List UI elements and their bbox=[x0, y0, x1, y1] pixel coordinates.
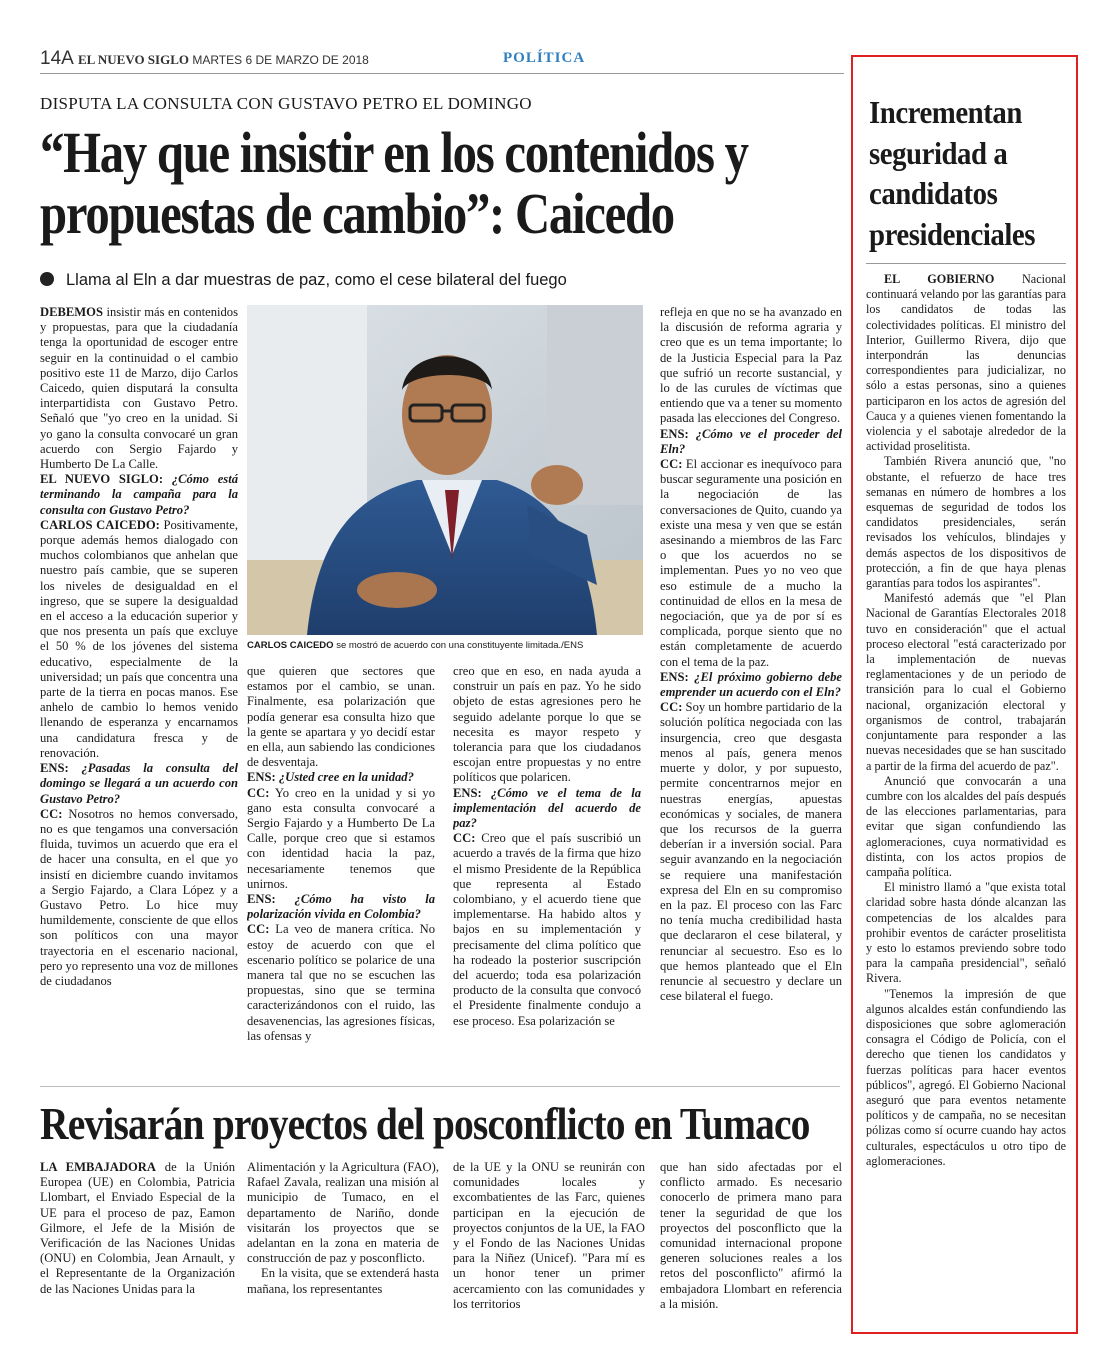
paragraph: DEBEMOS insistir más en contenidos y propuestas, para que la ciudadanía tenga la oportunidad de escoger entre seguir en la continuidad o el cambio positivo este 11 de Marzo, dijo Carlos Caicedo, quien disputará la consulta interpartidista con Gustavo Petro. Señaló que "yo creo en la unidad. Si yo gano la consulta convocaré un gran acuerdo con Sergio Fajardo y Humberto De La Calle. bbox=[40, 305, 238, 472]
question: ENS: ¿Cómo ve el proceder del Eln? bbox=[660, 426, 842, 456]
tumaco-column-1: LA EMBAJADORA de la Unión Europea (UE) en Colombia, Patricia Llombart, el Enviado Especial de la UE para el proceso de paz, Eamon Gilmore, el Jefe de la Misión de Verificación de las Naciones Unidas (ONU) en Colombia, Jean Arnault, y el Representante de la Organización de las Naciones Unidas para la bbox=[40, 1160, 235, 1296]
answer: CC: Creo que el país suscribió un acuerdo a través de la firma que hizo el mismo Presidente de la República que representa al Estado colombiano, y el acuerdo tiene que implementarse. Ha habido altos y bajos en su implementación y precisamente del clima político que ha rodeado la posterior suscripción del acuerdo; toda esa polarización producto de la consulta que convocó el Presidente finalmente condujo a ese proceso. Esa polarización se bbox=[453, 831, 641, 1028]
tumaco-column-3: de la UE y la ONU se reunirán con comunidades locales y excombatientes de las Farc, quienes participan en la ejecución de proyectos conjuntos de la UE, la FAO y el Fondo de las Naciones Unidas para la Niñez (Unicef). "Para mí es un honor tener un primer acercamiento con las comunidades y los territorios bbox=[453, 1160, 645, 1311]
answer: CC: Yo creo en la unidad y si yo gano esta consulta convocaré a Sergio Fajardo y a Humberto De La Calle, porque creo que si estamos con identidad hacia la paz, necesariamente tenemos que unirnos. bbox=[247, 785, 435, 891]
issue-date: MARTES 6 DE MARZO DE 2018 bbox=[192, 53, 369, 67]
main-column-4 bbox=[660, 305, 842, 1080]
main-column-2 bbox=[247, 664, 435, 1080]
masthead bbox=[78, 52, 369, 68]
main-headline: “Hay que insistir en los contenidos y propuestas de cambio”: Caicedo bbox=[40, 120, 748, 246]
page-header bbox=[40, 48, 840, 72]
sidebar-body: EL GOBIERNO Nacional continuará velando por las garantías para los candidatos de todas las colectividades políticas. El ministro del Interior, Guillermo Rivera, dijo que interpondrán las denuncias correspondientes para judicializar, no sólo a estas personas, sino a quienes participaron en los actos de agresión del Cauca y a quienes vienen fomentando la violencia y el sabotaje alrededor de la actividad proselitista. También Rivera anunció que, "no obstante, el refuerzo de hace tres semanas en número de hombres a los esquemas de seguridad de todos los candidatos presidenciales, serán revisados los vehículos, blindajes y demás aspectos de los dispositivos de protección, a fin de que haya plenas garantías para todos los aspirantes". Manifestó además que "el Plan Nacional de Garantías Electorales 2018 tuvo en consideración" que el actual proceso electoral "está caracterizado por la implementación de nuevas reglamentaciones y de un periodo de transición para lo cual el Gobierno nacional, organización electoral y organismos de control, trabajarán conjuntamente para responder a las nuevas necesidades que se han suscitado a partir de la firma del acuerdo de paz". Anunció que convocarán a una cumbre con los alcaldes del país después de las elecciones parlamentarias, para evitar que sigan confundiendo las aglomeraciones, cuya normatividad es distinta, con los actos propios de campaña política. El ministro llamó a "que exista total claridad sobre hasta dónde alcanzan las competencias de los alcaldes para prohibir eventos de carácter proselitista y esto lo estamos previendo sobre todo para la campaña presidencial", señaló Rivera. "Tenemos la impresión de que algunos alcaldes están confundiendo las disposiciones que sobre aglomeración consagra el Código de Policía, con el derecho que tienen los candidatos y fuerzas políticas para hacer eventos públicos", agregó. El Gobierno Nacional aseguró que para eventos netamente políticos y de campaña, no se necesitan pólizas como sí ocurre cuando hay actos culturales, espectáculos u otro tipo de aglomeraciones. bbox=[866, 272, 1066, 1168]
page-number: 14A bbox=[40, 48, 74, 69]
candidate-photo bbox=[247, 305, 643, 635]
section-label: POLÍTICA bbox=[503, 50, 586, 66]
main-column-1 bbox=[40, 305, 238, 1080]
answer: CC: La veo de manera crítica. No estoy de acuerdo con que el escenario político se polarice de una manera tal que no se escuchen las propuestas, sino que se termina caracterizándonos con el ruido, las desavenencias, las agresiones físicas, las ofensas y bbox=[247, 922, 435, 1043]
main-column-3 bbox=[453, 664, 641, 1080]
question: ENS: ¿Cómo ve el tema de la implementación del acuerdo de paz? bbox=[453, 785, 641, 831]
paragraph: refleja en que no se ha avanzado en la discusión de reforma agraria y creo que es un tema importante; lo de la Justicia Especial para la Paz que sufrió un recorte sustancial, y lo de las curules de víctimas que entiendo que va a tener su momento pasada las elecciones del Congreso. bbox=[660, 305, 842, 426]
sidebar-rule bbox=[866, 263, 1066, 264]
question: ENS: ¿Cómo ha visto la polarización vivida en Colombia? bbox=[247, 892, 435, 922]
answer: CC: Nosotros no hemos conversado, no es que tengamos una conversación fluida, tuvimos un acuerdo que era el de hacer una consulta, en el que yo insistí en diciembre cuando invitamos a Sergio Fajardo, a Clara López y a Gustavo Petro. Lo hice muy humildemente, consciente de que ellos son políticos con una mayor trayectoria en el escenario nacional, pero yo represento una voz de millones de ciudadanos bbox=[40, 806, 238, 988]
answer: CARLOS CAICEDO: Positivamente, porque además hemos dialogado con muchos colombianos que anhelan que nuestro país cambie, que se superen los niveles de desigualdad en el ingreso, que se supere la desigualdad en el acceso a la educación superior y que nos presenta un país que excluye el 50 % de los jóvenes del sistema educativo, especialmente de la universidad; un país que concentra una parte de la tierra en pocas manos. Ese anhelo de cambio lo hemos venido llenando de esperanza y encarnamos una candidatura fresca y de renovación. bbox=[40, 517, 238, 760]
subheadline bbox=[40, 271, 567, 290]
answer: CC: Soy un hombre partidario de la solución política negociada con las insurgencia, creo que desgasta menos al país, genera menos muerte y dolor, y por supuesto, permite concentrarnos mejor en nuestras energías, apuestas económicas y sociales, de manera que los recursos de la guerra deberían ir a inversión social. Para seguir avanzando en la negociación se requiere una manifestación expresa del Eln en su compromiso en la paz. El proceso con las Farc no tenía mucha credibilidad hasta que declararon el cese bilateral, y renunciar al secuestro. Eso es lo que hemos planteado que el Eln renuncie al secuestro y declare un cese bilateral el fuego. bbox=[660, 700, 842, 1004]
story-divider bbox=[40, 1086, 840, 1087]
paragraph: creo que en eso, en nada ayuda a construir un país en paz. Yo he sido objeto de estas agresiones pero he seguido adelante porque lo que se necesita es mayor respeto y tolerancia para que los ciudadanos escojan entre propuestas y no entre políticos que polaricen. bbox=[453, 664, 641, 785]
answer: CC: El accionar es inequívoco para buscar seguramente una posición en la negociación de las conversaciones de Quito, cuando ya existe una mesa y ven que se están asesinando a miembros de las Farc o que los acuerdos no se implementan. Pues yo no veo que eso estimule de a mucho la continuidad de ellos en la mesa de negociación, que ya de por sí es complicada, porque siento que no están completamente de acuerdo con el tema de la paz. bbox=[660, 457, 842, 669]
question: EL NUEVO SIGLO: ¿Cómo está terminando la campaña para la consulta con Gustavo Petro? bbox=[40, 472, 238, 517]
question: ENS: ¿El próximo gobierno debe emprender un acuerdo con el Eln? bbox=[660, 669, 842, 700]
subheadline-text: Llama al Eln a dar muestras de paz, como el cese bilateral del fuego bbox=[66, 271, 567, 289]
sidebar-headline: Incrementan seguridad a candidatos presidenciales bbox=[869, 94, 1035, 252]
tumaco-column-4: que han sido afectadas por el conflicto armado. Es necesario conocerlo de primera mano para tener la seguridad de que los proyectos del posconflicto que la comunidad internacional propone generen soluciones reales a los retos del posconflicto" afirmó la embajadora Llombart en referencia a la misión. bbox=[660, 1160, 842, 1311]
question: ENS: ¿Usted cree en la unidad? bbox=[247, 770, 414, 785]
header-rule bbox=[40, 73, 844, 74]
tumaco-column-2: Alimentación y la Agricultura (FAO), Rafael Zavala, realizan una misión al municipio de Tumaco, en el departamento de Nariño, donde visitarán los proyectos que se adelantan en la zona en materia de construcción de paz y posconflicto. En la visita, que se extenderá hasta mañana, los representantes bbox=[247, 1160, 439, 1296]
tumaco-headline: Revisarán proyectos del posconflicto en Tumaco bbox=[40, 1098, 810, 1149]
lead-word: DEBEMOS bbox=[40, 305, 103, 319]
photo-caption: CARLOS CAICEDO se mostró de acuerdo con una constituyente limitada./ENS bbox=[247, 640, 584, 651]
kicker: DISPUTA LA CONSULTA CON GUSTAVO PETRO EL DOMINGO bbox=[40, 94, 532, 113]
paragraph: que quieren que sectores que estamos por el cambio, se unan. Finalmente, esa polarización que podía generar esa consulta hizo que la gente se apartara y yo decidí estar en ella, aun sabiendo las condiciones de desventaja. bbox=[247, 664, 435, 770]
bullet-icon bbox=[40, 272, 54, 286]
question: ENS: ¿Pasadas la consulta del domingo se llegará a un acuerdo con Gustavo Petro? bbox=[40, 761, 238, 806]
paper-name: EL NUEVO SIGLO bbox=[78, 52, 189, 67]
